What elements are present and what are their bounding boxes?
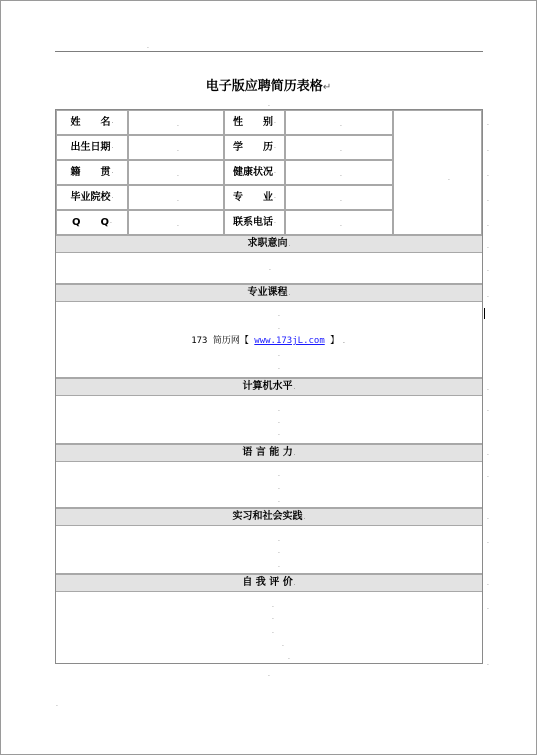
header-line [55, 51, 483, 52]
value-cell-health[interactable]: . [285, 160, 393, 185]
section-heading-computer: 计算机水平. [56, 378, 482, 396]
section-heading-self: 自 我 评 价. [56, 574, 482, 592]
section-heading-practice: 实习和社会实践. [56, 508, 482, 526]
row-end-mark: . [487, 266, 489, 273]
row-end-mark: . [487, 120, 489, 127]
row-end-mark: . [487, 580, 489, 587]
value-cell-birth[interactable]: . [128, 135, 224, 160]
label-cell-major: 专 业. [224, 185, 285, 210]
value-cell-name[interactable]: . [128, 110, 224, 135]
page-title [0, 75, 537, 94]
row-end-mark: . [487, 292, 489, 299]
value-cell-school[interactable]: . [128, 185, 224, 210]
section-heading-courses: 专业课程. [56, 284, 482, 302]
para-mark: . [56, 701, 58, 708]
row-end-mark: . [487, 514, 489, 521]
label-cell-school: 毕业院校. [56, 185, 128, 210]
value-cell-qq[interactable]: . [128, 210, 224, 235]
row-end-mark: . [487, 406, 489, 413]
section-body-practice[interactable]: . . . [56, 526, 482, 574]
row-end-mark: . [487, 385, 489, 392]
row-end-mark: . [487, 146, 489, 153]
value-cell-hometown[interactable]: . [128, 160, 224, 185]
value-cell-gender[interactable]: . [285, 110, 393, 135]
row-end-mark: . [487, 243, 489, 250]
section-body-objective[interactable]: . [56, 253, 482, 284]
row-end-mark: . [487, 171, 489, 178]
text-cursor [484, 308, 485, 319]
para-mark: . [268, 671, 270, 678]
label-cell-qq: Q Q. [56, 210, 128, 235]
label-cell-health: 健康状况. [224, 160, 285, 185]
para-mark: . [268, 101, 270, 108]
row-end-mark: . [487, 538, 489, 545]
label-cell-hometown: 籍 贯. [56, 160, 128, 185]
value-cell-major[interactable]: . [285, 185, 393, 210]
row-end-mark: . [487, 604, 489, 611]
header-para-mark: . [147, 43, 149, 50]
label-cell-name: 姓 名. [56, 110, 128, 135]
value-cell-phone[interactable]: . [285, 210, 393, 235]
row-end-mark: . [487, 450, 489, 457]
label-cell-birth: 出生日期. [56, 135, 128, 160]
website-suffix: 】 [324, 336, 340, 346]
section-heading-objective: 求职意向. [56, 235, 482, 253]
row-end-mark: . [487, 221, 489, 228]
section-body-self[interactable]: . . . . . [272, 602, 290, 661]
website-prefix: 173 简历网【 [191, 336, 255, 346]
row-end-mark: . [487, 196, 489, 203]
website-link[interactable]: www.173jL.com [254, 336, 325, 346]
title-text: 电子版应聘简历表格 [205, 79, 323, 94]
label-cell-phone: 联系电话. [224, 210, 285, 235]
resume-table [55, 109, 483, 664]
value-cell-education[interactable]: . [285, 135, 393, 160]
section-body-language[interactable]: . . . [56, 462, 482, 508]
section-body-computer[interactable]: . . . [56, 396, 482, 444]
photo-cell[interactable]: . [393, 110, 482, 235]
section-heading-language: 语 言 能 力. [56, 444, 482, 462]
row-end-mark: . [487, 472, 489, 479]
return-mark: ↵ [322, 82, 332, 93]
section-body-courses[interactable]: . . . . [56, 302, 482, 378]
website-line: 173 简历网【 www.173jL.com 】 . [191, 336, 346, 346]
label-cell-education: 学 历. [224, 135, 285, 160]
label-cell-gender: 性 别. [224, 110, 285, 135]
row-end-mark: . [487, 660, 489, 667]
